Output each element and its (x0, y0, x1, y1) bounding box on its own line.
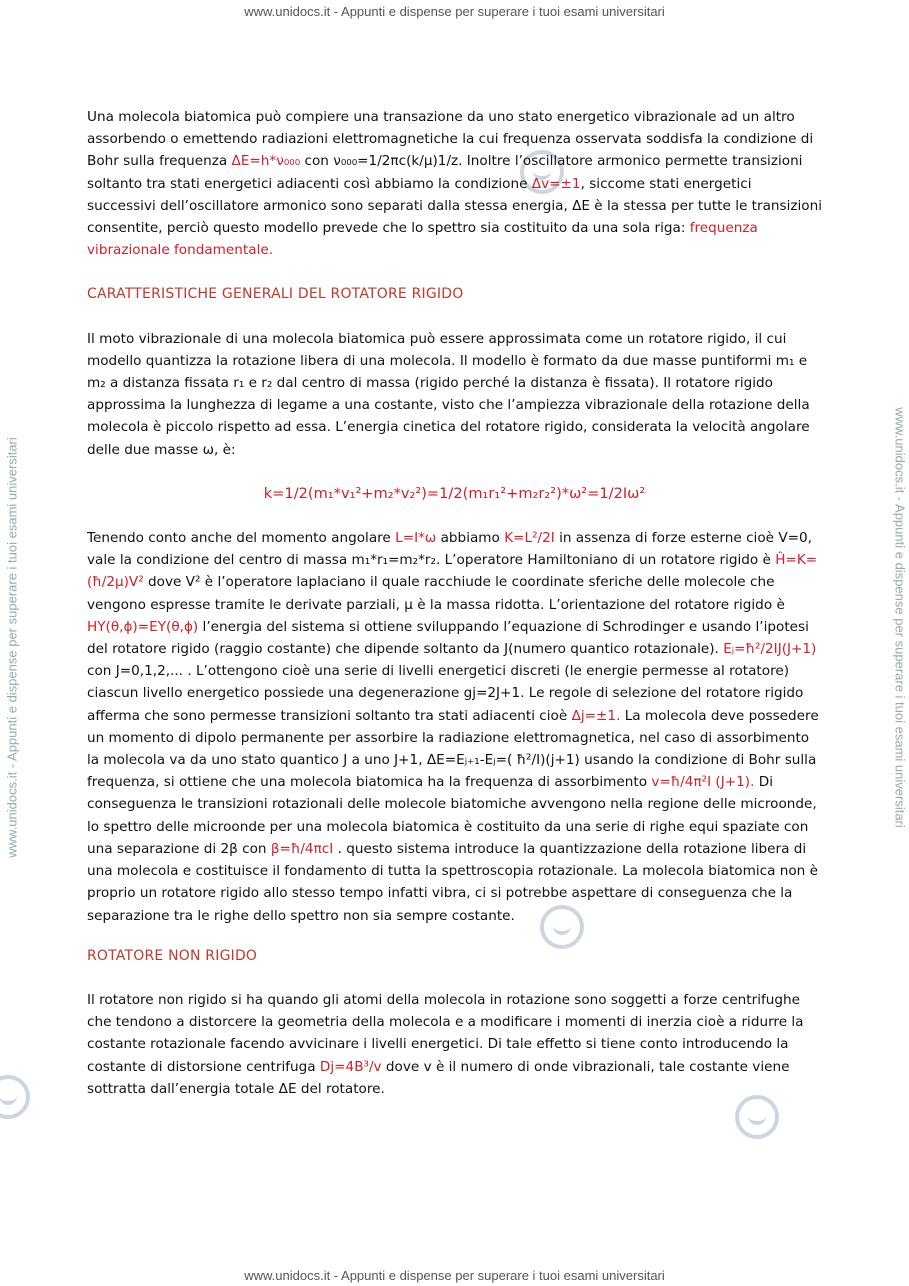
text-run: La molecola deve possedere un momento di dipolo permanente per assorbire la radiazione elettromagnetica, nel caso di assorbimento la molecola va da uno stato quantico J a uno J+1, ΔE=Eⱼ₊₁-Eⱼ=( ħ²/I)(j+1) usando la condizione di Bohr sulla frequenza, si ottiene che una molecola biatomica ha la frequenza di assorbimento (87, 707, 819, 791)
page-footer: www.unidocs.it - Appunti e dispense per superare i tuoi esami universitari (244, 1268, 665, 1283)
formula-inline: v=ħ/4π²I (J+1). (651, 774, 755, 791)
text-run: dove v è il numero di onde vibrazionali, tale costante viene sottratta dall’energia totale ΔE del rotatore. (87, 1058, 790, 1097)
section-heading-rigid-rotor: CARATTERISTICHE GENERALI DEL ROTATORE RIGIDO (87, 286, 464, 303)
kinetic-energy-formula: k=1/2(m₁*v₁²+m₂*v₂²)=1/2(m₁r₁²+m₂r₂²)*ω²=1/2Iω² (263, 484, 646, 502)
section-heading-non-rigid-rotor: ROTATORE NON RIGIDO (87, 947, 258, 964)
text-run: Una molecola biatomica può compiere una transazione da uno stato energetico vibrazionale ad un altro assorbendo o emettendo radiazioni elettromagnetiche la cui frequenza osservata soddisfa la condizione di Bohr sulla frequenza (87, 109, 814, 170)
text-run: dove V² è l’operatore laplaciano il quale racchiude le coordinate sferiche delle molecole che vengono espresse tramite le derivate parziali, μ è la massa ridotta. L’orientazione del rotatore rigido è (87, 574, 785, 613)
watermark-right: www.unidocs.it - Appunti e dispense per superare i tuoi esami universitari (892, 407, 908, 828)
paragraph-non-rigid-rotor (87, 989, 822, 1100)
paragraph-oscillator (87, 106, 822, 261)
text-run: . questo sistema introduce la quantizzazione della rotazione libera di una molecola e costituisce il fondamento di tutta la spettroscopia rotazionale. La molecola biatomica non è proprio un rotatore rigido allo stesso tempo infatti vibra, ci si potrebbe aspettare di conseguenza che la separazione tra le righe dello spettro non sia sempre costante. (87, 840, 818, 924)
document-body (87, 106, 822, 1100)
watermark-left: www.unidocs.it - Appunti e dispense per superare i tuoi esami universitari (4, 437, 20, 858)
formula-inline: Δj=±1. (571, 707, 621, 724)
page-header: www.unidocs.it - Appunti e dispense per superare i tuoi esami universitari (244, 4, 665, 19)
formula-inline: β=ħ/4πcI (270, 840, 334, 857)
text-run: abbiamo (436, 530, 505, 547)
text-run: con J=0,1,2,... . L’ottengono cioè una serie di livelli energetici discreti (le energie permesse al rotatore) ciascun livello energetico possiede una degenerazione gj=2J+1. Le regole di selezione del rotatore rigido afferma che sono permesse transizioni soltanto tra stati adiacenti cioè (87, 663, 804, 724)
formula-inline: HY(θ,ϕ)=EY(θ,ϕ) (87, 618, 199, 635)
highlight-term: frequenza vibrazionale fondamentale. (87, 220, 758, 259)
unidocs-logo-icon (0, 1075, 30, 1119)
formula-inline: L=I*ω (395, 530, 437, 547)
paragraph-rigid-rotor: Il moto vibrazionale di una molecola biatomica può essere approssimata come un rotatore rigido, il cui modello quantizza la rotazione libera di una molecola. Il modello è formato da due masse puntiformi m₁ e m₂ a distanza fissata r₁ e r₂ dal centro di massa (rigido perché la distanza è fissata). Il rotatore rigido approssima la lunghezza di legame a una costante, visto che l’ampiezza vibrazionale della rotazione della molecola è piccolo rispetto ad essa. L’energia cinetica del rotatore rigido, considerata la velocità angolare delle due masse ω, è: (87, 330, 810, 458)
formula-inline: Ĥ=K=(ħ/2μ)V² (87, 552, 818, 591)
text-run: in assenza di forze esterne cioè V=0, vale la condizione del centro di massa m₁*r₁=m₂*r₂. L’operatore Hamiltoniano di un rotatore rigido è (87, 530, 812, 569)
formula-inline: Dj=4B³/v (319, 1058, 382, 1075)
text-run: Di conseguenza le transizioni rotazionali delle molecole biatomiche avvengono nella regione delle microonde, lo spettro delle microonde per una molecola biatomica è costituito da una serie di righe equi spaziate con una separazione di 2β con (87, 774, 817, 857)
formula-inline: Eⱼ=ħ²/2IJ(J+1) (723, 641, 817, 658)
text-run: l’energia del sistema si ottiene sviluppando l’equazione di Schrodinger e usando l’ipotesi del rotatore rigido (raggio costante) che dipende soltanto da J(numero quantico rotazionale). (87, 618, 809, 658)
text-run: con ν₀₀₀=1/2πc(k/μ)1/z. Inoltre l’oscillatore armonico permette transizioni soltanto tra stati energetici adiacenti così abbiamo la condizione (87, 153, 803, 192)
formula-inline: K=L²/2I (504, 530, 555, 547)
text-run: Il rotatore non rigido si ha quando gli atomi della molecola in rotazione sono soggetti a forze centrifughe che tendono a distorcere la geometria della molecola e a modificare i momenti di inerzia cioè a ridurre la costante rotazionale facendo avvicinare i livelli energetici. Di tale effetto si tiene conto introducendo la costante di distorsione centrifuga (87, 991, 804, 1075)
text-run: , siccome stati energetici successivi dell’oscillatore armonico sono separati dalla stessa energia, ΔE è la stessa per tutte le transizioni consentite, perciò questo modello prevede che lo spettro sia costituito da una sola riga: (87, 175, 822, 237)
paragraph-angular-momentum (87, 527, 822, 927)
text-run: Tenendo conto anche del momento angolare (87, 530, 396, 547)
unidocs-logo-icon (735, 1095, 779, 1139)
formula-bohr: ΔE=h*ν₀₀₀ (231, 153, 301, 170)
selection-rule: Δv=±1 (531, 175, 581, 192)
